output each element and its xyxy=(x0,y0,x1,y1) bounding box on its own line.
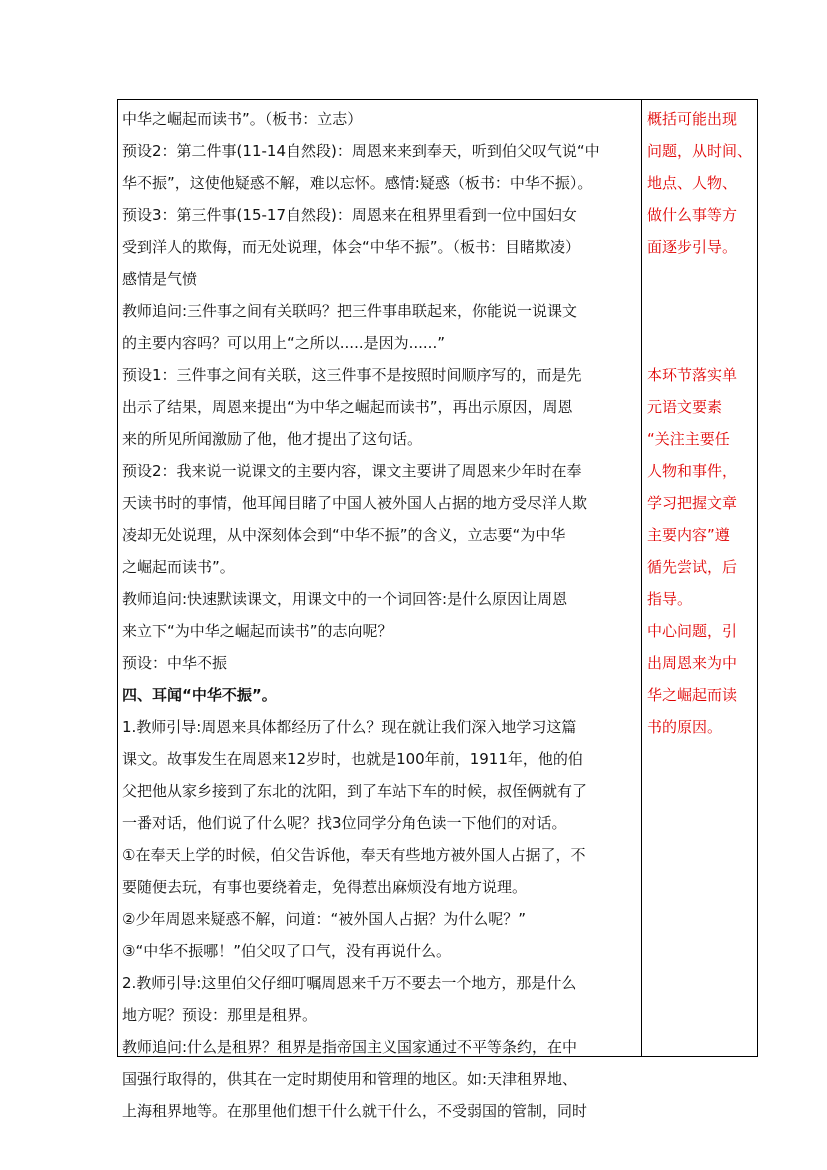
note-line: 主要内容”遵 xyxy=(647,526,730,544)
column-divider xyxy=(641,100,642,1056)
text-line: 来的所见所闻激励了他，他才提出了这句话。 xyxy=(122,430,423,448)
section-heading: 四、耳闻“中华不振”。 xyxy=(122,686,277,704)
text-line: 预设：中华不振 xyxy=(122,654,228,672)
text-line: 教师追问:什么是租界？租界是指帝国主义国家通过不平等条约，在中 xyxy=(122,1038,578,1056)
text-line: 教师追问:快速默读课文，用课文中的一个词回答:是什么原因让周恩 xyxy=(122,590,568,608)
text-line: 预设1：三件事之间有关联，这三件事不是按照时间顺序写的，而是先 xyxy=(122,366,582,384)
text-line: ②少年周恩来疑惑不解，问道：“被外国人占据？为什么呢？” xyxy=(122,910,526,928)
main-content-column xyxy=(122,103,638,1127)
text-line: 来立下“为中华之崛起而读书”的志向呢？ xyxy=(122,622,393,640)
text-line: 一番对话，他们说了什么呢？找3位同学分角色读一下他们的对话。 xyxy=(122,814,567,832)
text-line: 之崛起而读书”。 xyxy=(122,558,235,576)
note-line: 循先尝试，后 xyxy=(647,558,738,576)
text-line: 预设2：第二件事(11-14自然段)：周恩来来到奉天，听到伯父叹气说“中 xyxy=(122,142,600,160)
text-line: 1.教师引导:周恩来具体都经历了什么？现在就让我们深入地学习这篇 xyxy=(122,718,577,736)
note-line: 面逐步引导。 xyxy=(647,238,738,256)
note-line: 概括可能出现 xyxy=(647,110,738,128)
note-line: 问题，从时间、 xyxy=(647,142,753,160)
text-line: 地方呢？预设：那里是租界。 xyxy=(122,1006,318,1024)
text-line: 要随便去玩，有事也要绕着走，免得惹出麻烦没有地方说理。 xyxy=(122,878,528,896)
note-line: 做什么事等方 xyxy=(647,206,738,224)
text-line: 预设3：第三件事(15-17自然段)：周恩来在租界里看到一位中国妇女 xyxy=(122,206,577,224)
text-line: 感情是气愤 xyxy=(122,270,198,288)
note-line: 书的原因。 xyxy=(647,718,723,736)
note-line: 出周恩来为中 xyxy=(647,654,738,672)
note-block-guidance xyxy=(647,103,757,263)
text-line: ③“中华不振哪！”伯父叹了口气，没有再说什么。 xyxy=(122,942,451,960)
text-line: 天读书时的事情，他耳闻目睹了中国人被外国人占据的地方受尽洋人欺 xyxy=(122,494,588,512)
text-line: 出示了结果，周恩来提出“为中华之崛起而读书”，再出示原因，周恩 xyxy=(122,398,573,416)
note-line: 指导。 xyxy=(647,590,693,608)
text-line: 的主要内容吗？可以用上“之所以.....是因为......” xyxy=(122,334,445,352)
note-line: 本环节落实单 xyxy=(647,366,738,384)
note-line: 中心问题，引 xyxy=(647,622,738,640)
note-line: “关注主要任 xyxy=(647,430,730,448)
text-line: 课文。故事发生在周恩来12岁时，也就是100年前，1911年，他的伯 xyxy=(122,750,583,768)
note-line: 人物和事件， xyxy=(647,462,738,480)
text-line: 2.教师引导:这里伯父仔细叮嘱周恩来千万不要去一个地方，那是什么 xyxy=(122,974,577,992)
note-line: 学习把握文章 xyxy=(647,494,738,512)
text-line: 华不振”，这使他疑惑不解，难以忘怀。感情:疑惑（板书：中华不振）。 xyxy=(122,174,593,192)
note-line: 华之崛起而读 xyxy=(647,686,738,704)
text-line: 父把他从家乡接到了东北的沈阳，到了车站下车的时候，叔侄俩就有了 xyxy=(122,782,588,800)
text-line: 受到洋人的欺侮，而无处说理，体会“中华不振”。（板书：目睹欺凌） xyxy=(122,238,581,256)
note-line: 元语文要素 xyxy=(647,398,723,416)
note-block-language-element xyxy=(647,359,757,615)
text-line: 中华之崛起而读书”。（板书：立志） xyxy=(122,110,363,128)
text-line: 上海租界地等。在那里他们想干什么就干什么，不受弱国的管制，同时 xyxy=(122,1102,588,1120)
text-line: 教师追问:三件事之间有关联吗？把三件事串联起来，你能说一说课文 xyxy=(122,302,578,320)
lesson-plan-table xyxy=(117,99,758,1120)
teaching-notes-column xyxy=(647,103,757,743)
note-line: 地点、人物、 xyxy=(647,174,738,192)
text-line: 预设2：我来说一说课文的主要内容，课文主要讲了周恩来少年时在奉 xyxy=(122,462,582,480)
text-line: 国强行取得的，供其在一定时期使用和管理的地区。如:天津租界地、 xyxy=(122,1070,578,1088)
text-line: ①在奉天上学的时候，伯父告诉他，奉天有些地方被外国人占据了，不 xyxy=(122,846,586,864)
text-line: 凌却无处说理，从中深刻体会到“中华不振”的含义，立志要“为中华 xyxy=(122,526,566,544)
note-block-central-question xyxy=(647,615,757,743)
